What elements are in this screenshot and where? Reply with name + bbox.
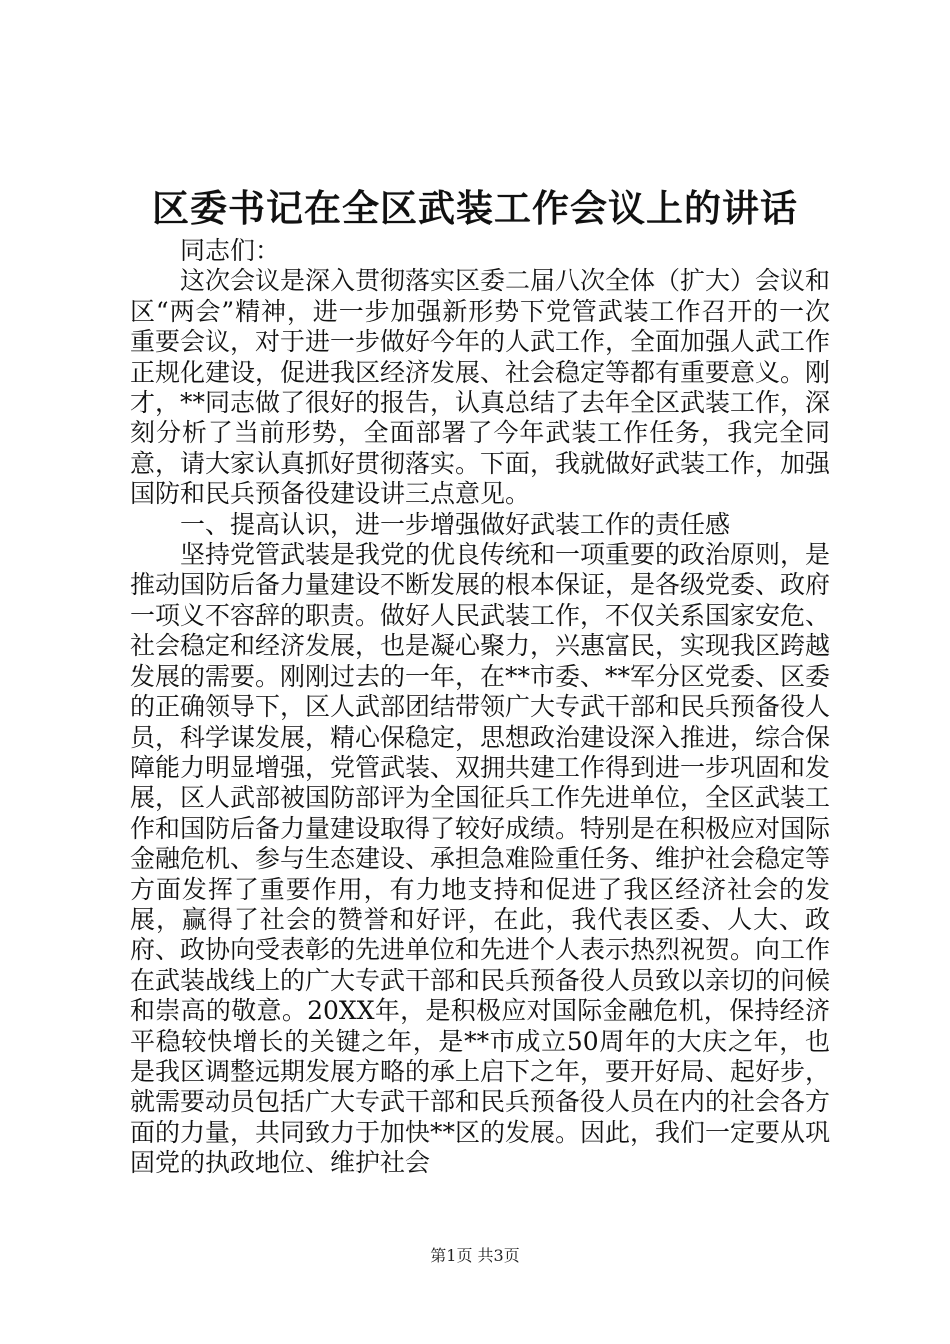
page-footer: 第1页 共3页 — [430, 1246, 520, 1265]
paragraph-intro: 这次会议是深入贯彻落实区委二届八次全体（扩大）会议和区“两会”精神，进一步加强新形势下党管武装工作召开的一次重要会议，对于进一步做好今年的人武工作，全面加强人武工作正规化建设，促进我区经济发展、社会稳定等都有重要意义。刚才，**同志做了很好的报告，认真总结了去年全区武装工作，深刻分析了当前形势，全面部署了今年武装工作任务，我完全同意，请大家认真抓好贯彻落实。下面，我就做好武装工作，加强国防和民兵预备役建设讲三点意见。 — [130, 266, 831, 509]
document-title: 区委书记在全区武装工作会议上的讲话 — [152, 186, 798, 230]
document-body — [130, 236, 830, 1179]
paragraph-section-1: 坚持党管武装是我党的优良传统和一项重要的政治原则，是推动国防后备力量建设不断发展的根本保证，是各级党委、政府一项义不容辞的职责。做好人民武装工作，不仅关系国家安危、社会稳定和经济发展，也是凝心聚力，兴惠富民，实现我区跨越发展的需要。刚刚过去的一年，在**市委、**军分区党委、区委的正确领导下，区人武部团结带领广大专武干部和民兵预备役人员，科学谋发展，精心保稳定，思想政治建设深入推进，综合保障能力明显增强，党管武装、双拥共建工作得到进一步巩固和发展，区人武部被国防部评为全国征兵工作先进单位，全区武装工作和国防后备力量建设取得了较好成绩。特别是在积极应对国际金融危机、参与生态建设、承担急难险重任务、维护社会稳定等方面发挥了重要作用，有力地支持和促进了我区经济社会的发展，赢得了社会的赞誉和好评，在此，我代表区委、人大、政府、政协向受表彰的先进单位和先进个人表示热烈祝贺。向工作在武装战线上的广大专武干部和民兵预备役人员致以亲切的问候和崇高的敬意。20XX年，是积极应对国际金融危机，保持经济平稳较快增长的关键之年，是**市成立50周年的大庆之年，也是我区调整远期发展方略的承上启下之年，要开好局、起好步，就需要动员包括广大专武干部和民兵预备役人员在内的社会各方面的力量，共同致力于加快**区的发展。因此，我们一定要从巩固党的执政地位、维护社会 — [130, 540, 831, 1178]
salutation: 同志们： — [180, 236, 281, 265]
section-heading-1: 一、提高认识，进一步增强做好武装工作的责任感 — [180, 509, 731, 539]
